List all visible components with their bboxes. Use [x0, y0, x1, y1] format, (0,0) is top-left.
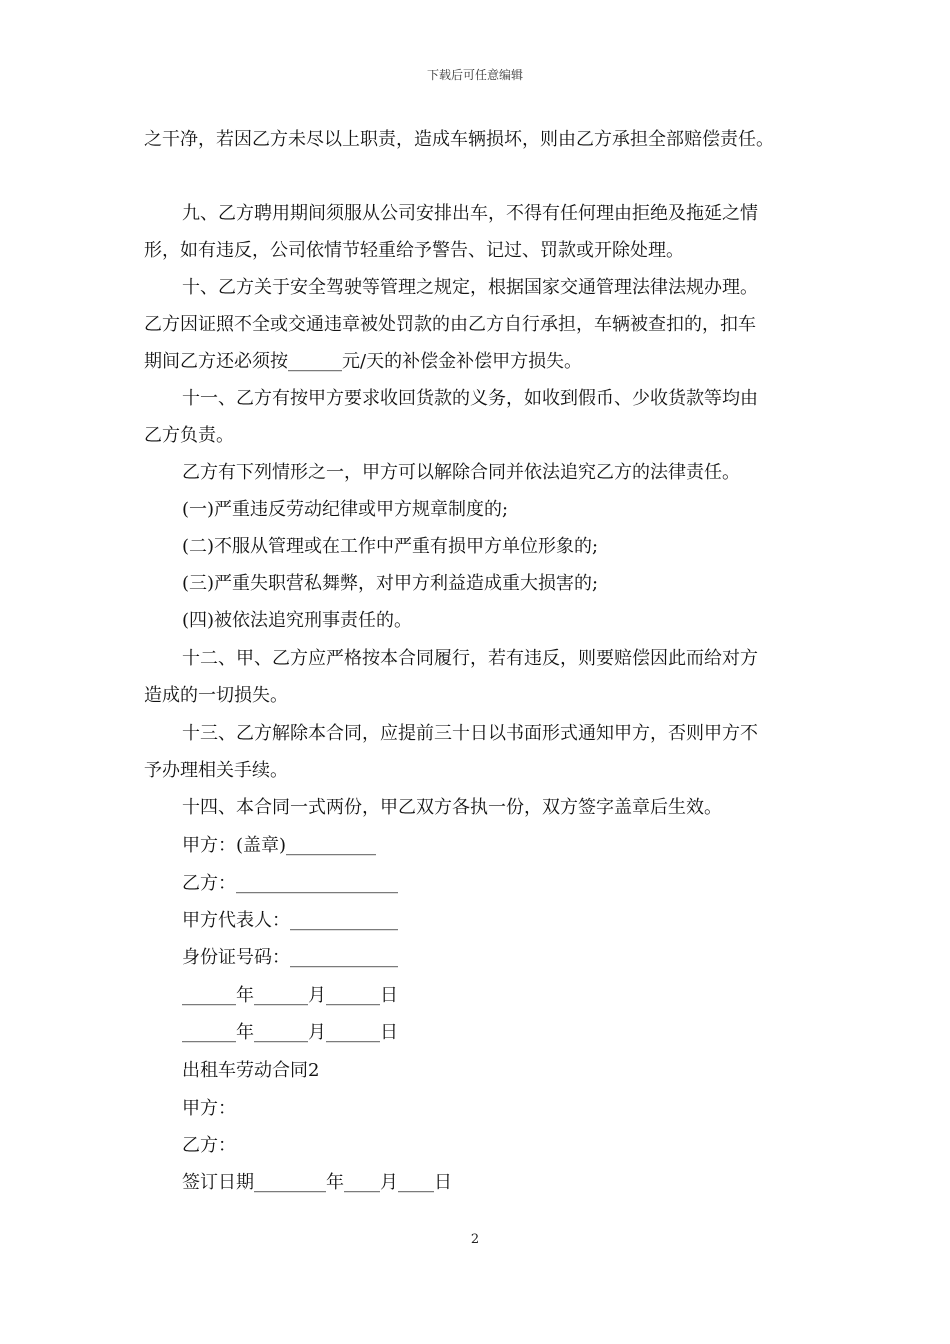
- signature-date: ______年______月______日: [182, 1022, 398, 1043]
- paragraph-line: 之干净，若因乙方未尽以上职责，造成车辆损坏，则由乙方承担全部赔偿责任。: [144, 129, 774, 150]
- list-item: (三)严重失职营私舞弊，对甲方利益造成重大损害的;: [182, 573, 599, 594]
- paragraph-line: 十、乙方关于安全驾驶等管理之规定，根据国家交通管理法律法规办理。: [182, 277, 758, 298]
- party-b-label: 乙方：: [182, 1135, 236, 1156]
- list-item: (二)不服从管理或在工作中严重有损甲方单位形象的;: [182, 536, 599, 557]
- paragraph-line: 乙方负责。: [144, 425, 234, 446]
- signature-representative: 甲方代表人：____________: [182, 910, 398, 931]
- paragraph-line: 九、乙方聘用期间须服从公司安排出车，不得有任何理由拒绝及拖延之情: [182, 203, 758, 224]
- signature-id-number: 身份证号码：____________: [182, 947, 398, 968]
- paragraph-line: 十二、甲、乙方应严格按本合同履行，若有违反，则要赔偿因此而给对方: [182, 648, 758, 669]
- contract-title: 出租车劳动合同2: [182, 1060, 320, 1081]
- paragraph-line: 十三、乙方解除本合同，应提前三十日以书面形式通知甲方，否则甲方不: [182, 723, 758, 744]
- paragraph-line: 十四、本合同一式两份，甲乙双方各执一份，双方签字盖章后生效。: [182, 797, 722, 818]
- paragraph-line: 予办理相关手续。: [144, 760, 288, 781]
- list-item: (一)严重违反劳动纪律或甲方规章制度的;: [182, 499, 509, 520]
- party-a-label: 甲方：: [182, 1098, 236, 1119]
- paragraph-line: 乙方因证照不全或交通违章被处罚款的由乙方自行承担，车辆被查扣的，扣车: [144, 314, 756, 335]
- list-item: (四)被依法追究刑事责任的。: [182, 610, 413, 631]
- paragraph-line: 十一、乙方有按甲方要求收回货款的义务，如收到假币、少收货款等均由: [182, 388, 758, 409]
- paragraph-line: 形，如有违反，公司依情节轻重给予警告、记过、罚款或开除处理。: [144, 240, 684, 261]
- signature-party-b: 乙方：__________________: [182, 873, 398, 894]
- page-number: 2: [470, 1232, 480, 1247]
- signature-party-a: 甲方：(盖章)__________: [182, 835, 377, 856]
- paragraph-line: 造成的一切损失。: [144, 685, 288, 706]
- page-header-note: 下载后可任意编辑: [426, 68, 523, 82]
- signature-date: ______年______月______日: [182, 985, 398, 1006]
- paragraph-line: 期间乙方还必须按______元/天的补偿金补偿甲方损失。: [144, 351, 583, 372]
- paragraph-line: 乙方有下列情形之一，甲方可以解除合同并依法追究乙方的法律责任。: [182, 462, 740, 483]
- sign-date-line: 签订日期________年____月____日: [182, 1172, 452, 1193]
